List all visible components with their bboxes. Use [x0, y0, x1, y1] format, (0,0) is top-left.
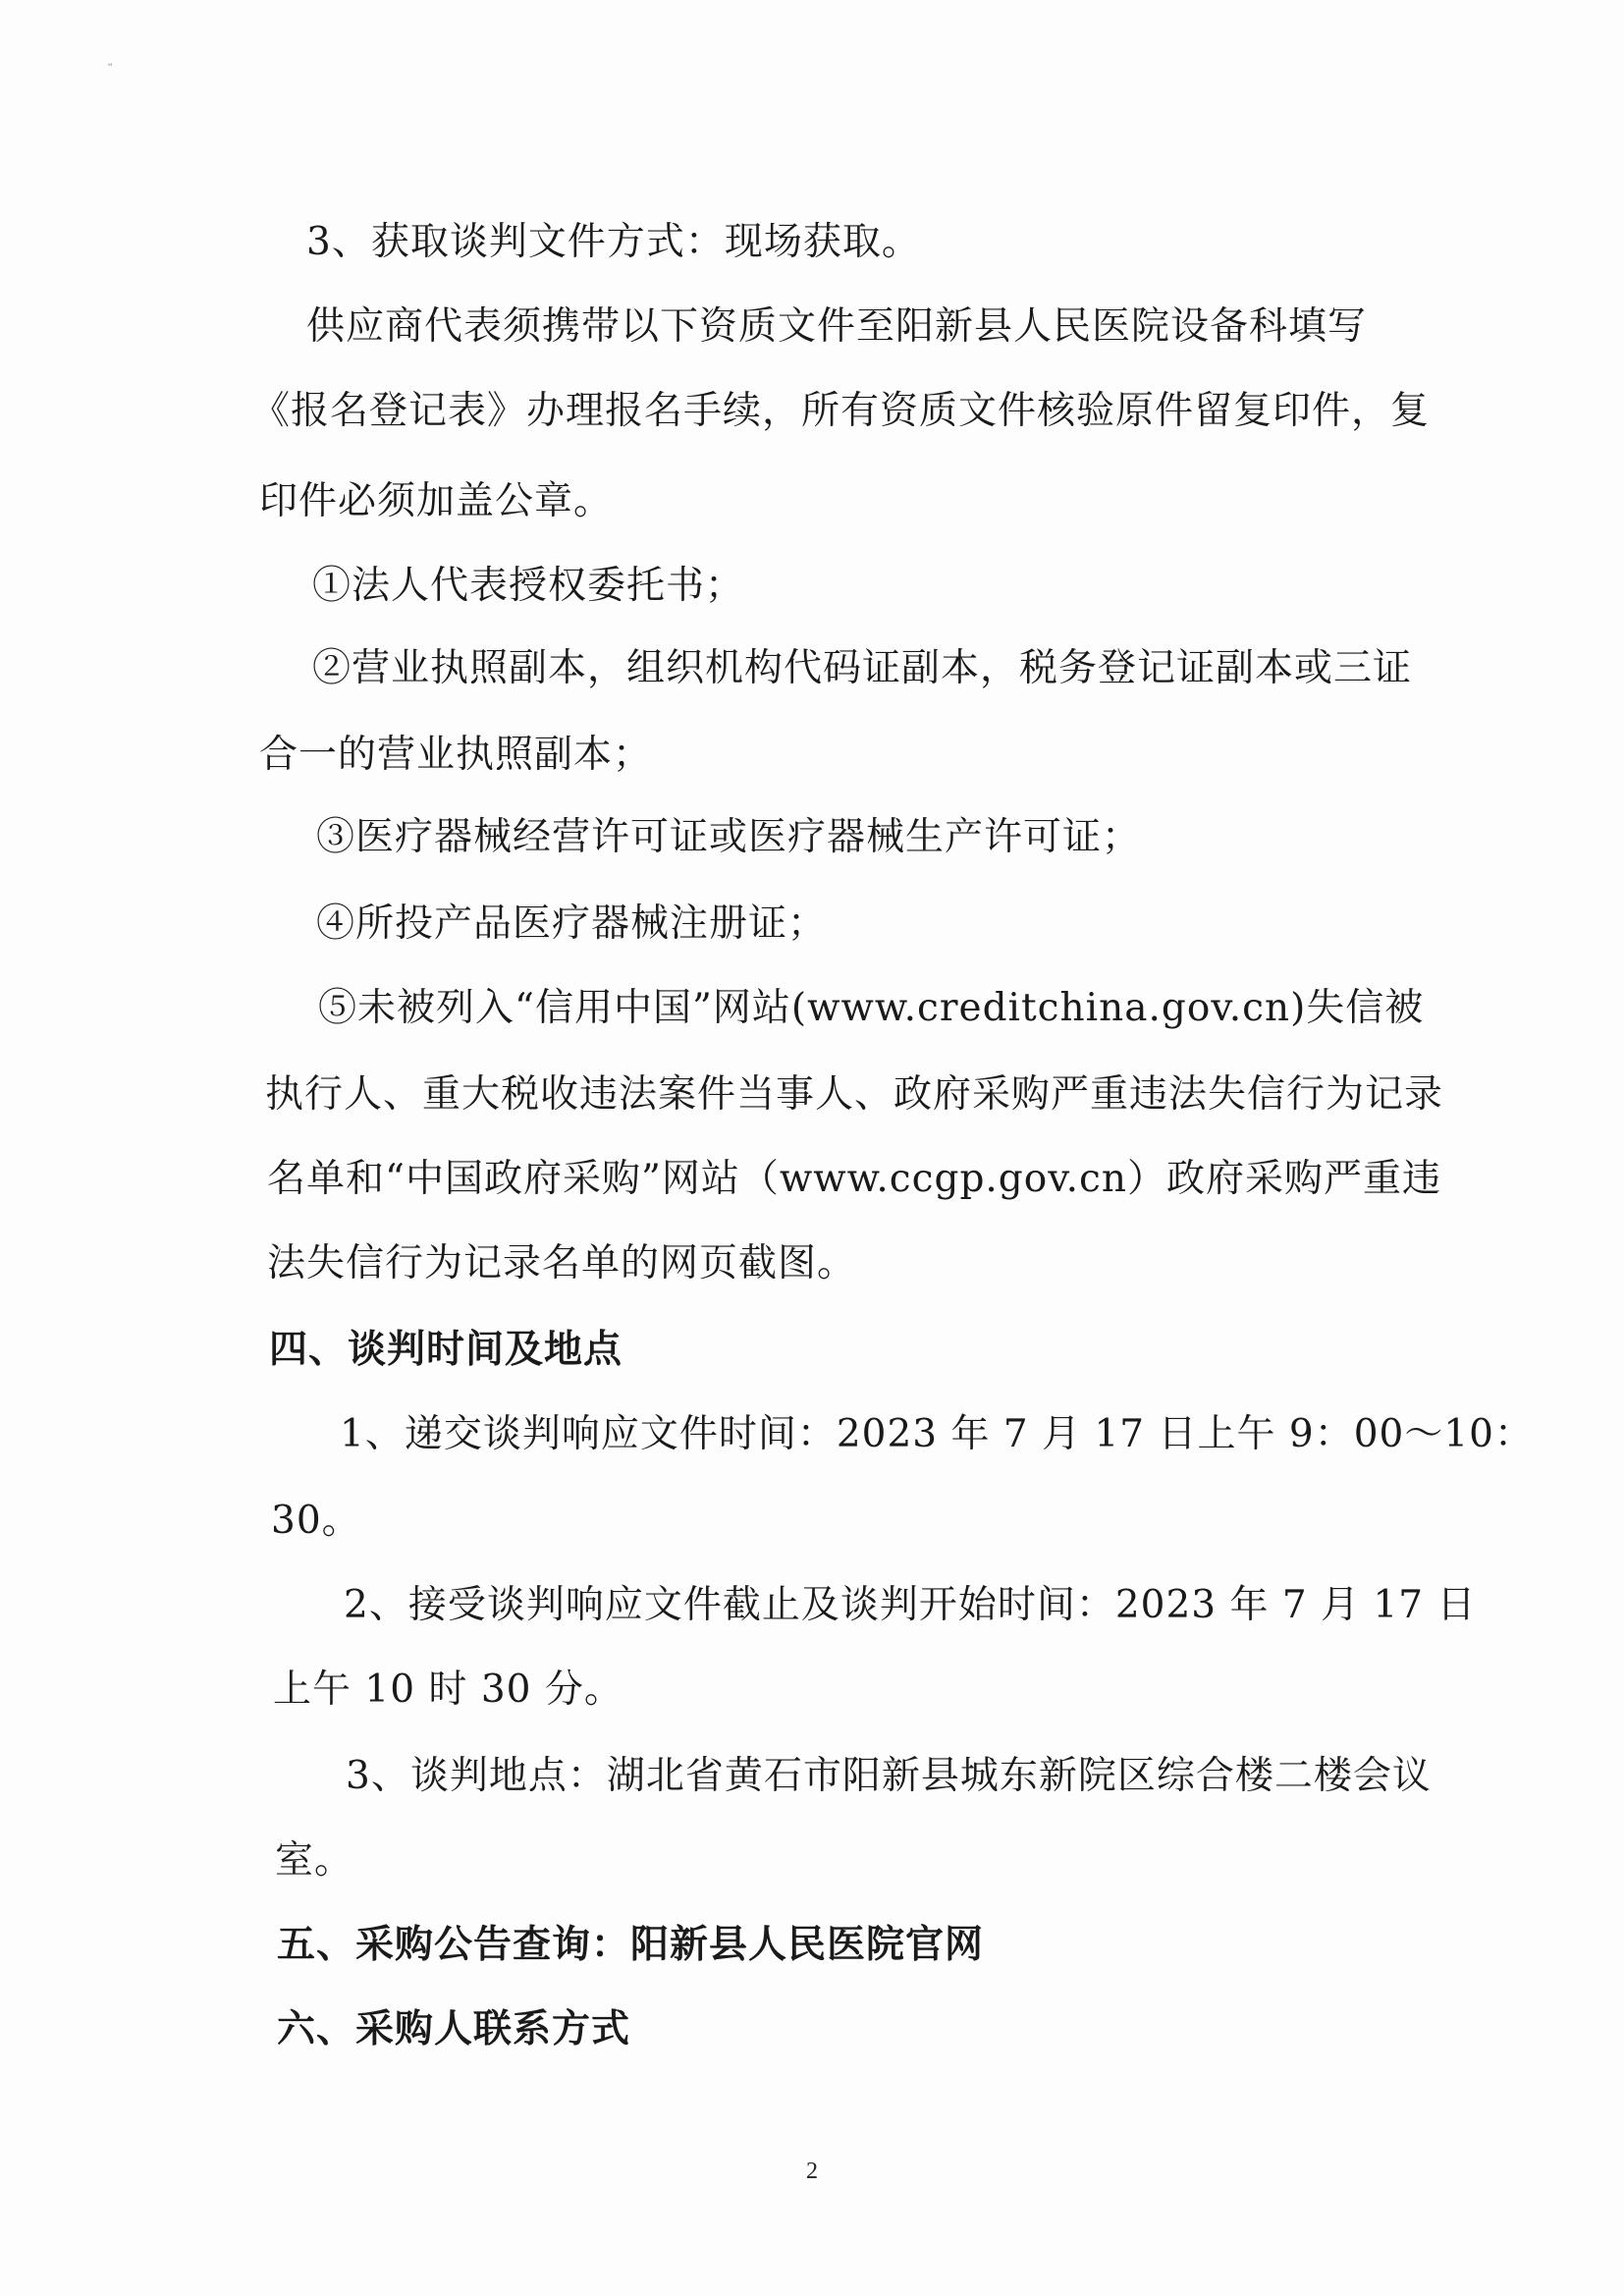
section-heading-5: 五、采购公告查询：阳新县人民医院官网	[277, 1923, 985, 1967]
paragraph-line: 法失信行为记录名单的网页截图。	[267, 1241, 857, 1285]
list-item-3: ③医疗器械经营许可证或医疗器械生产许可证；	[316, 815, 1142, 859]
paragraph-line: 名单和“中国政府采购”网站（www.ccgp.gov.cn）政府采购严重违	[267, 1157, 1442, 1201]
list-item-1: ①法人代表授权委托书；	[312, 564, 745, 608]
section-heading-4: 四、谈判时间及地点	[269, 1328, 623, 1372]
paragraph-line: 供应商代表须携带以下资质文件至阳新县人民医院设备科填写	[306, 304, 1368, 349]
paragraph-line: 2、接受谈判响应文件截止及谈判开始时间：2023 年 7 月 17 日	[344, 1583, 1477, 1627]
paragraph-line: 3、谈判地点：湖北省黄石市阳新县城东新院区综合楼二楼会议	[346, 1754, 1432, 1798]
paragraph-line: 印件必须加盖公章。	[259, 479, 614, 523]
paragraph-line: 室。	[275, 1838, 354, 1883]
section-heading-6: 六、采购人联系方式	[277, 2007, 631, 2051]
paragraph-line: 上午 10 时 30 分。	[273, 1667, 623, 1712]
paragraph-line: 执行人、重大税收违法案件当事人、政府采购严重违法失信行为记录	[265, 1072, 1444, 1117]
paragraph-line: 3、获取谈判文件方式：现场获取。	[306, 220, 921, 264]
paragraph-line: 30。	[271, 1499, 361, 1543]
scan-mark: "	[108, 61, 113, 75]
list-item-5: ⑤未被列入“信用中国”网站(www.creditchina.gov.cn)失信被	[318, 986, 1425, 1030]
list-item-4: ④所投产品医疗器械注册证；	[316, 902, 828, 946]
paragraph-line: 合一的营业执照副本；	[259, 733, 653, 777]
list-item-2: ②营业执照副本，组织机构代码证副本，税务登记证副本或三证	[312, 646, 1413, 690]
paragraph-line: 《报名登记表》办理报名手续，所有资质文件核验原件留复印件，复	[251, 389, 1431, 433]
paragraph-line: 1、递交谈判响应文件时间：2023 年 7 月 17 日上午 9：00～10：	[340, 1412, 1534, 1456]
page-number: 2	[806, 2159, 818, 2184]
